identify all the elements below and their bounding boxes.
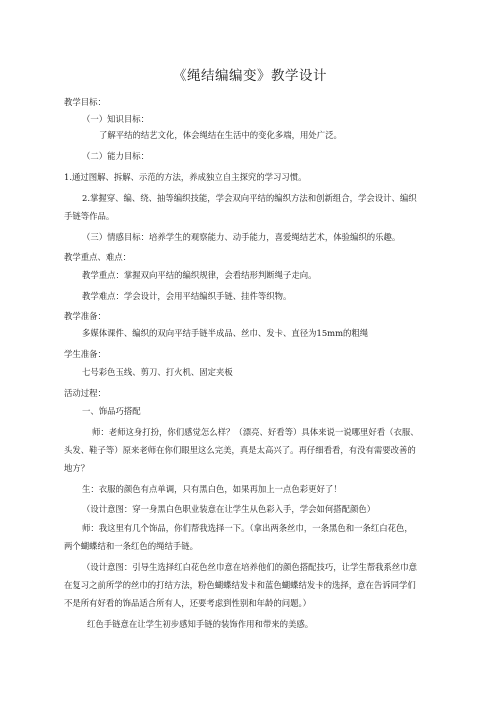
heading-key-points: 教学重点、难点：	[64, 252, 131, 262]
paragraph-line: 师：我这里有几个饰品，你们帮我选择一下。（拿出两条丝巾，一条黑色和一条红白花色，	[82, 523, 413, 533]
subheading-emotion-goals: （三）情感目标：培养学生的观察能力、动手能力，喜爱绳结艺术，体验编织的乐趣。	[82, 232, 401, 242]
paragraph-line: 多媒体课件、编织的双向平结手链半成品、丝巾、发卡、直径为15mm的粗绳	[82, 328, 369, 338]
heading-activity-process: 活动过程：	[64, 388, 106, 398]
paragraph-line: 师：老师这身打扮，你们感觉怎么样？（漂亮、好看等）具体来说一说哪里好看（衣服、	[92, 427, 419, 437]
subheading-ability-goals: （二）能力目标：	[82, 151, 149, 161]
paragraph-line: 教学难点：学会设计，会用平结编织手链、挂件等织物。	[82, 291, 292, 301]
paragraph-line: 1.通过图解、拆解、示范的方法，养成独立自主探究的学习习惯。	[64, 172, 307, 182]
paragraph-line: 地方？	[64, 463, 90, 473]
heading-student-prep: 学生准备：	[64, 349, 106, 359]
paragraph-line: 七号彩色玉线、剪刀、打火机、固定夹板	[82, 367, 233, 377]
heading-teaching-goals: 教学目标：	[64, 97, 106, 107]
paragraph-line: 两个蝴蝶结和一条红色的绳结手链。	[64, 541, 198, 551]
paragraph-line: 头发、鞋子等）原来老师在你们眼里这么完美，真是太高兴了。再仔细看看，有没有需要改善的	[64, 445, 416, 455]
paragraph-line: 生：衣服的颜色有点单调，只有黑白色，如果再加上一点色彩更好了！	[82, 484, 342, 494]
subheading-knowledge-goals: （一）知识目标：	[82, 114, 149, 124]
paragraph-line: 教学重点：掌握双向平结的编织规律，会看结形判断绳子走向。	[82, 270, 317, 280]
paragraph-line: 了解平结的结艺文化，体会绳结在生活中的变化多端，用处广泛。	[99, 130, 342, 140]
paragraph-line: 手链等作品。	[64, 211, 115, 221]
paragraph-line: （设计意图：穿一身黑白色职业装意在让学生从色彩入手，学会如何搭配颜色）	[82, 504, 376, 514]
document-title: 《绳结编编变》教学设计	[173, 68, 327, 84]
paragraph-line: 不是所有好看的饰品适合所有人，还要考虑到性别和年龄的问题。）	[64, 598, 312, 608]
paragraph-line: （设计意图：引导生选择红白花色丝巾意在培养他们的颜色搭配技巧，让学生帮我系丝巾意	[82, 562, 417, 572]
paragraph-line: 2.掌握穿、编、绕、抽等编织技能，学会双向平结的编织方法和创新组合，学会设计、编织	[82, 193, 417, 203]
heading-teaching-prep: 教学准备：	[64, 311, 106, 321]
paragraph-line: 红色手链意在让学生初步感知手链的装饰作用和带来的美感。	[87, 619, 314, 629]
paragraph-line: 在复习之前所学的丝巾的打结方法，粉色蝴蝶结发卡和蓝色蝴蝶结发卡的选择，意在告诉同学们	[64, 580, 416, 590]
section-heading-accessory-matching: 一、饰品巧搭配	[82, 406, 141, 416]
